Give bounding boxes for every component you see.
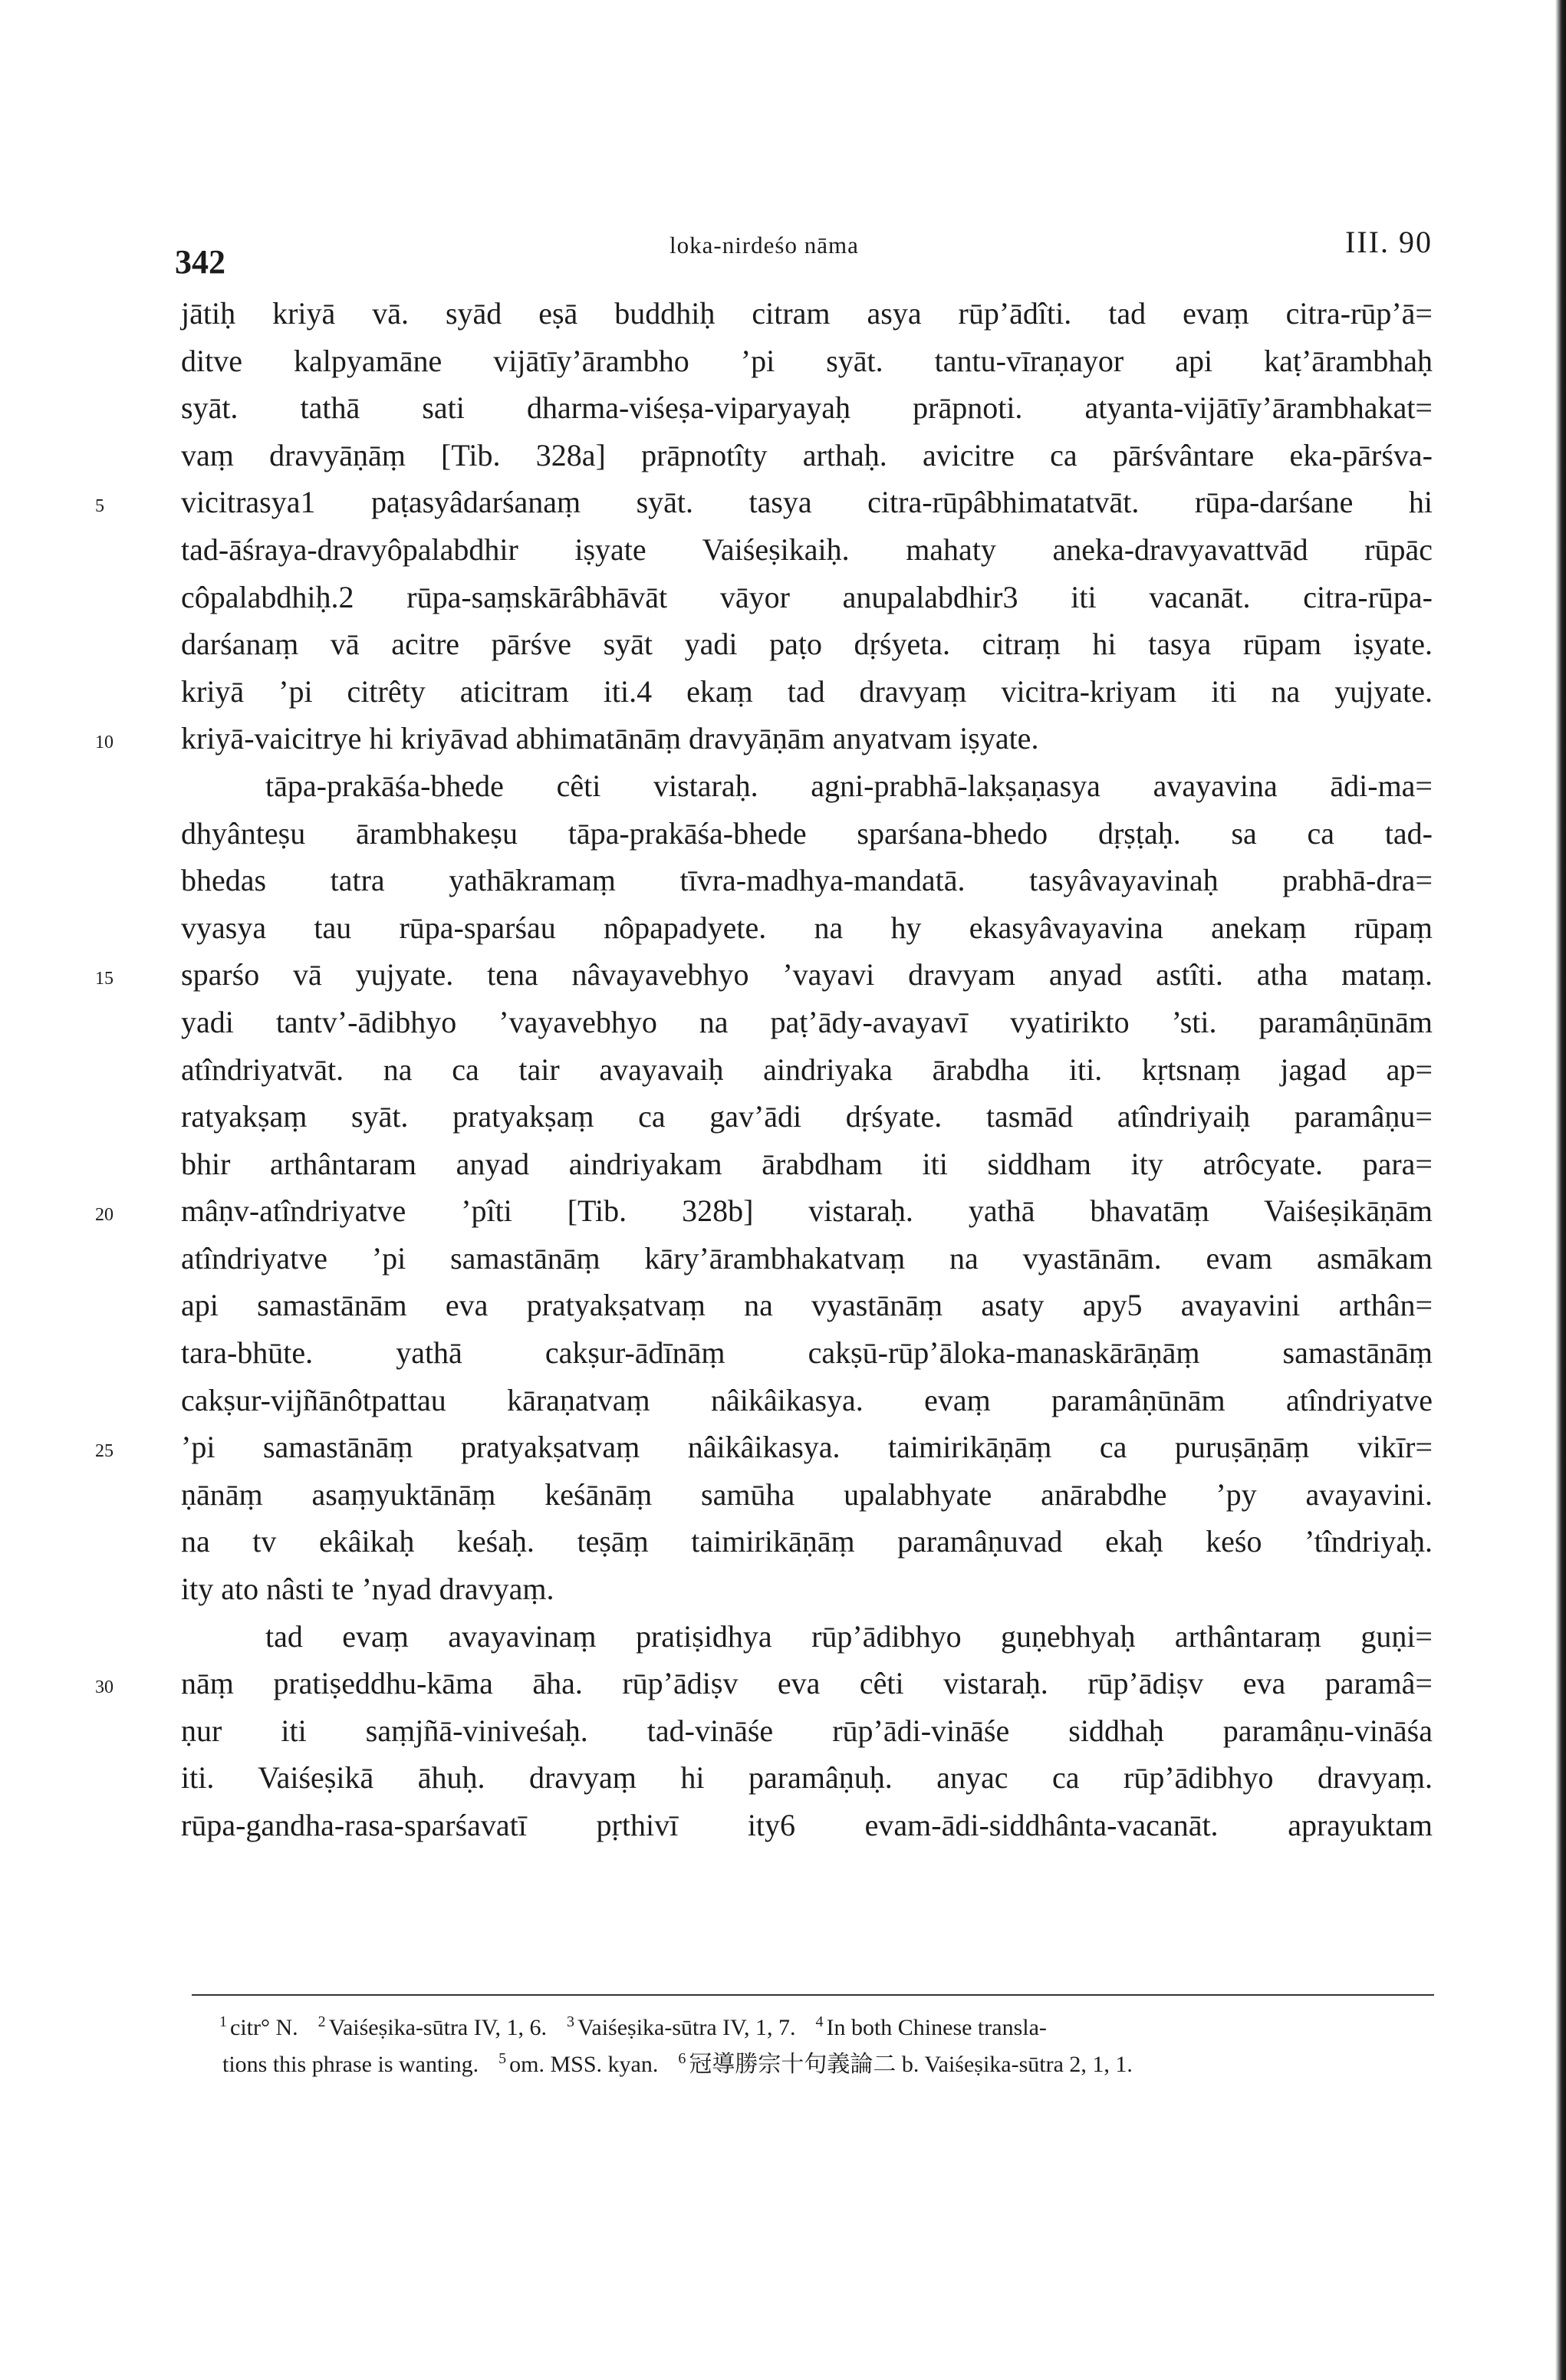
line-text: atîndriyatve ’pi samastānāṃ kāry’ārambhakatvaṃ na vyastānām. evam asmākam: [181, 1240, 1433, 1276]
text-line: [181, 1377, 1433, 1424]
text-line: [181, 1518, 1433, 1565]
text-line: [181, 1802, 1433, 1849]
text-line: [181, 1754, 1433, 1802]
footnote-mark: 4: [815, 2013, 824, 2030]
line-text: ’pi samastānāṃ pratyakṣatvaṃ nâikâikasya. taimirikāṇāṃ ca puruṣāṇāṃ vikīr=: [181, 1430, 1433, 1465]
line-text: bhir arthântaram anyad aindriyakam ārabdham iti siddham ity atrôcyate. para=: [181, 1146, 1433, 1181]
text-line: [181, 857, 1433, 904]
footnote: [219, 2040, 479, 2083]
text-line: [181, 526, 1433, 574]
line-text: tara-bhūte. yathā cakṣur-ādīnāṃ cakṣū-rūp’āloka-manaskārāṇāṃ samastānāṃ: [181, 1335, 1433, 1371]
footnote-text: citr° N.: [230, 2015, 298, 2040]
page-number: 342: [175, 243, 225, 281]
text-line: [181, 668, 1433, 716]
text-line: [181, 432, 1433, 479]
line-text: vyasya tau rūpa-sparśau nôpapadyete. na hy ekasyâvayavina anekaṃ rūpaṃ: [181, 910, 1433, 945]
line-text: ratyakṣaṃ syāt. pratyakṣaṃ ca gav’ādi dṛśyate. tasmād atîndriyaiḥ paramâṇu=: [181, 1099, 1433, 1134]
text-line: [181, 1565, 1433, 1613]
line-number: 5: [95, 496, 104, 517]
text-line: [181, 1471, 1433, 1519]
text-line: [181, 1235, 1433, 1282]
text-line: [181, 810, 1433, 858]
line-text: iti. Vaiśeṣikā āhuḥ. dravyaṃ hi paramâṇuḥ. anyac ca rūp’ādibhyo dravyaṃ.: [181, 1760, 1433, 1796]
line-text: api samastānām eva pratyakṣatvaṃ na vyastānāṃ asaty apy5 avayavini arthân=: [181, 1288, 1433, 1323]
footnotes: [219, 2003, 1433, 2077]
text-line: [181, 1046, 1433, 1094]
footnote-text: Vaiśeṣika-sūtra IV, 1, 6.: [328, 2015, 548, 2040]
section-reference: III. 90: [1345, 225, 1433, 259]
text-line: [95, 1424, 1433, 1471]
text-line: [181, 762, 1433, 810]
line-number: 25: [95, 1441, 114, 1462]
line-text: cakṣur-vijñānôtpattau kāraṇatvaṃ nâikâikasya. evaṃ paramâṇūnām atîndriyatve: [181, 1382, 1433, 1417]
text-line: [181, 999, 1433, 1046]
footnote-mark: 5: [498, 2050, 507, 2067]
text-line: [95, 1660, 1433, 1707]
footnote-text: om. MSS. kyan.: [509, 2052, 659, 2077]
footnote-mark: 1: [219, 2013, 227, 2030]
line-text: jātiḥ kriyā vā. syād eṣā buddhiḥ citram asya rūp’ādîti. tad evaṃ citra-rūp’ā=: [181, 296, 1433, 331]
footnote-text: tions this phrase is wanting.: [222, 2052, 479, 2077]
text-line: [181, 621, 1433, 668]
footnote-mark: 3: [567, 2013, 575, 2030]
footnote-mark: 6: [678, 2050, 686, 2067]
footnote-text: In both Chinese transla-: [826, 2015, 1047, 2040]
line-text: yadi tantv’-ādibhyo ’vayavebhyo na paṭ’ādy-avayavī vyatirikto ’sti. paramâṇūnām: [181, 1004, 1433, 1039]
text-line: [181, 1707, 1433, 1755]
text-line: [181, 1329, 1433, 1377]
page-header: [175, 221, 1433, 281]
text-line: [181, 337, 1433, 385]
line-text: vaṃ dravyāṇāṃ [Tib. 328a] prāpnotîty arthaḥ. avicitre ca pārśvântare eka-pārśva-: [181, 437, 1433, 472]
text-line: [95, 1187, 1433, 1235]
line-text: ditve kalpyamāne vijātīy’ārambho ’pi syāt. tantu-vīraṇayor api kaṭ’ārambhaḥ: [181, 343, 1433, 378]
scan-edge: [1555, 0, 1566, 2380]
running-title: loka-nirdeśo nāma: [669, 232, 859, 258]
text-line: [95, 951, 1433, 999]
footnote-divider: [192, 1994, 1434, 1996]
footnote: [498, 2040, 658, 2083]
line-text: côpalabdhiḥ.2 rūpa-saṃskārâbhāvāt vāyor anupalabdhir3 iti vacanāt. citra-rūpa-: [181, 579, 1433, 614]
line-number: 30: [95, 1677, 114, 1698]
line-text: ity ato nâsti te ’nyad dravyaṃ.: [181, 1572, 554, 1607]
line-text: darśanaṃ vā acitre pārśve syāt yadi paṭo dṛśyeta. citraṃ hi tasya rūpam iṣyate.: [181, 627, 1433, 662]
line-text: tad-āśraya-dravyôpalabdhir iṣyate Vaiśeṣikaiḥ. mahaty aneka-dravyavattvād rūpāc: [181, 532, 1433, 567]
line-text: tad evaṃ avayavinaṃ pratiṣidhya rūp’ādibhyo guṇebhyaḥ arthântaraṃ guṇi=: [265, 1618, 1433, 1654]
line-text: kriyā-vaicitrye hi kriyāvad abhimatānāṃ dravyāṇām anyatvam iṣyate.: [181, 721, 1039, 756]
line-text: kriyā ’pi citrêty aticitram iti.4 ekaṃ tad dravyaṃ vicitra-kriyam iti na yujyate.: [181, 673, 1433, 709]
main-text: [95, 290, 1433, 1849]
footnote-line: [219, 2003, 1433, 2040]
text-line: [95, 715, 1433, 762]
line-number: 10: [95, 732, 114, 753]
text-line: [181, 574, 1433, 621]
footnote-text: 冠導勝宗十句義論二 b. Vaiśeṣika-sūtra 2, 1, 1.: [689, 2052, 1133, 2077]
line-text: nāṃ pratiṣeddhu-kāma āha. rūp’ādiṣv eva cêti vistaraḥ. rūp’ādiṣv eva paramâ=: [181, 1666, 1433, 1701]
footnote-line: [219, 2040, 1433, 2077]
line-text: vicitrasya1 paṭasyâdarśanaṃ syāt. tasya citra-rūpâbhimatatvāt. rūpa-darśane hi: [181, 485, 1433, 520]
text-line: [181, 290, 1433, 337]
line-number: 15: [95, 969, 114, 989]
text-line: [181, 384, 1433, 432]
line-text: na tv ekâikaḥ keśaḥ. teṣāṃ taimirikāṇāṃ paramâṇuvad ekaḥ keśo ’tîndriyaḥ.: [181, 1524, 1433, 1559]
line-text: bhedas tatra yathākramaṃ tīvra-madhya-mandatā. tasyâvayavinaḥ prabhā-dra=: [181, 863, 1433, 898]
text-line: [181, 1141, 1433, 1188]
line-text: mâṇv-atîndriyatve ’pîti [Tib. 328b] vistaraḥ. yathā bhavatāṃ Vaiśeṣikāṇām: [181, 1193, 1433, 1229]
line-text: tāpa-prakāśa-bhede cêti vistaraḥ. agni-prabhā-lakṣaṇasya avayavina ādi-ma=: [265, 768, 1433, 803]
line-text: dhyânteṣu ārambhakeṣu tāpa-prakāśa-bhede sparśana-bhedo dṛṣṭaḥ. sa ca tad-: [181, 815, 1433, 851]
footnote-mark: 2: [317, 2013, 326, 2030]
line-text: ṇānāṃ asaṃyuktānāṃ keśānāṃ samūha upalabhyate anārabdhe ’py avayavini.: [181, 1476, 1433, 1512]
line-text: syāt. tathā sati dharma-viśeṣa-viparyayaḥ prāpnoti. atyanta-vijātīy’ārambhakat=: [181, 390, 1433, 426]
text-line: [181, 1282, 1433, 1329]
footnote: [678, 2040, 1133, 2083]
text-line: [181, 1093, 1433, 1141]
line-text: sparśo vā yujyate. tena nâvayavebhyo ’vayavi dravyam anyad astîti. atha mataṃ.: [181, 957, 1433, 992]
line-text: ṇur iti saṃjñā-viniveśaḥ. tad-vināśe rūp’ādi-vināśe siddhaḥ paramâṇu-vināśa: [181, 1713, 1433, 1748]
text-line: [95, 479, 1433, 526]
line-number: 20: [95, 1205, 114, 1226]
line-text: atîndriyatvāt. na ca tair avayavaiḥ aindriyaka ārabdha iti. kṛtsnaṃ jagad ap=: [181, 1052, 1433, 1087]
text-line: [181, 1613, 1433, 1661]
text-line: [181, 904, 1433, 952]
line-text: rūpa-gandha-rasa-sparśavatī pṛthivī ity6 evam-ādi-siddhânta-vacanāt. aprayuktam: [181, 1808, 1433, 1842]
footnote-text: Vaiśeṣika-sūtra IV, 1, 7.: [577, 2015, 796, 2040]
